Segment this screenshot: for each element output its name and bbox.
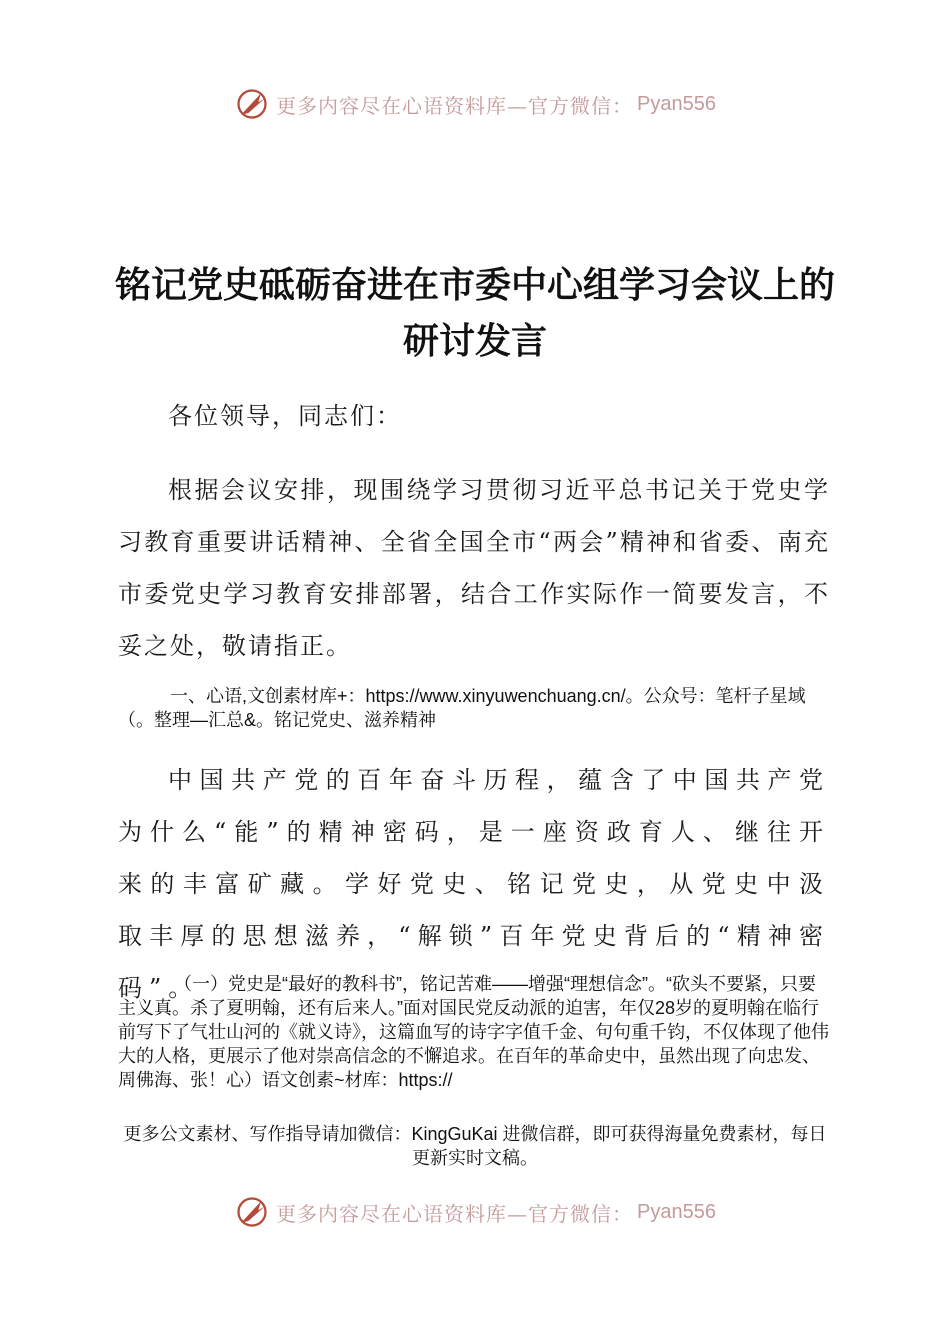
subsection-1-paragraph: （一）党史是“最好的教科书”，铭记苦难——增强“理想信念”。“砍头不要紧，只要主义真。杀了夏明翰，还有后来人。”面对国民党反动派的迫害，年仅28岁的夏明翰在临行前写下了气壮山河的《就义诗》，这篇血写的诗字字值千金、句句重千钧，不仅体现了他伟大的人格，更展示了他对崇高信念的不懈追求。在百年的革命史中，虽然出现了向忠发、周佛海、张！心）语文创素~材库：https:// (118, 974, 829, 1090)
watermark-wechat-id: Pyan556 (637, 92, 716, 115)
section-1-body: 中国共产党的百年奋斗历程，蕴含了中国共产党为什么“能”的精神密码，是一座资政育人、继往开来的丰富矿藏。学好党史、铭记党史，从党史中汲取丰厚的思想滋养，“解锁”百年党史背后的“精神密码”。 (118, 766, 830, 1002)
watermark-header (0, 84, 950, 124)
watermark-text: 更多内容尽在心语资料库—官方微信： (276, 1201, 634, 1226)
footer-note: 更多公文素材、写作指导请加微信：KingGuKai 进微信群，即可获得海量免费素材，每日更新实时文稿。 (123, 1124, 827, 1168)
intro-paragraph: 根据会议安排，现围绕学习贯彻习近平总书记关于党史学习教育重要讲话精神、全省全国全市“两会”精神和省委、南充市委党史学习教育安排部署，结合工作实际作一简要发言，不妥之处，敬请指正。 (118, 476, 830, 660)
quill-logo-icon (234, 1194, 270, 1230)
quill-logo-icon (234, 86, 270, 122)
section-1-heading: 一、心语,文创素材库+：https://www.xinyuwenchuang.cn/。公众号：笔杆子星域（。整理—汇总&。铭记党史、滋养精神 (118, 686, 806, 730)
document-title: 铭记党史砥砺奋进在市委中心组学习会议上的研讨发言 (114, 265, 835, 362)
watermark-footer (0, 1192, 950, 1232)
watermark-wechat-id: Pyan556 (637, 1200, 716, 1223)
salutation: 各位领导，同志们： (168, 402, 402, 430)
watermark-text: 更多内容尽在心语资料库—官方微信： (276, 93, 634, 118)
